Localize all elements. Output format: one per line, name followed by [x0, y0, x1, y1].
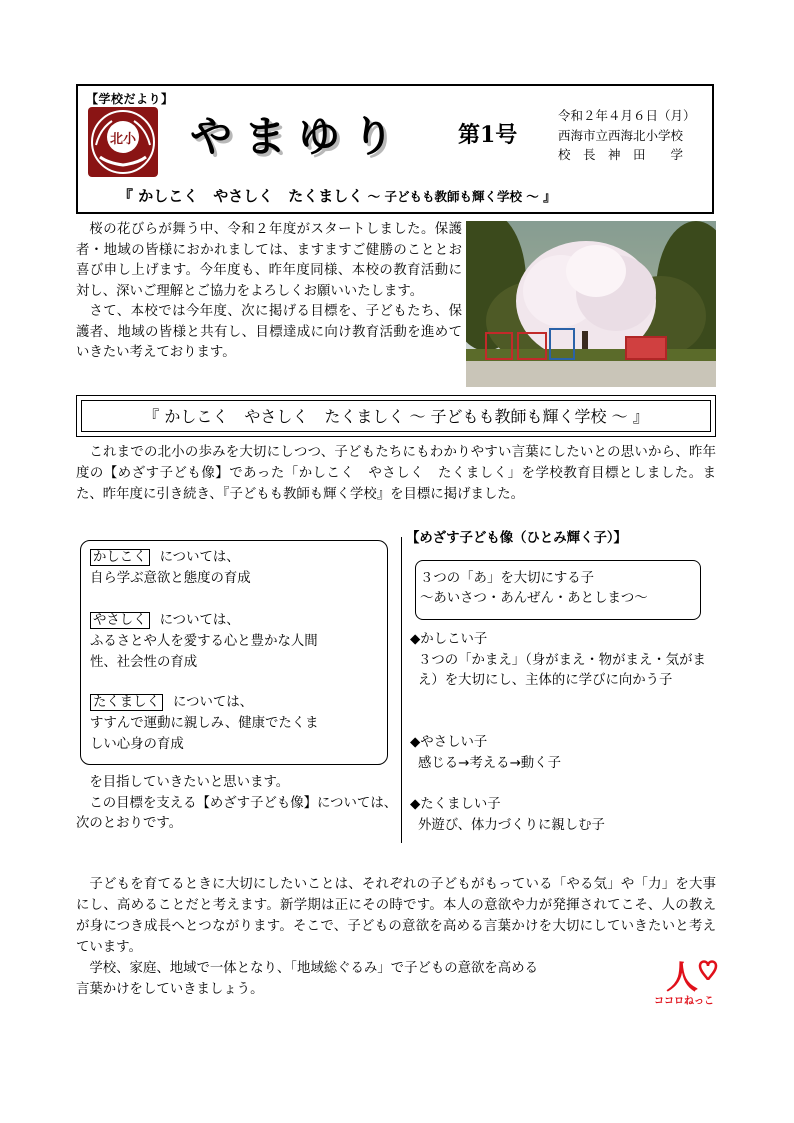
ideal-item-takumashii: [410, 795, 710, 836]
emblem-text: 北小: [109, 132, 137, 147]
ideal-item-desc: 感じる→考える→動く子: [418, 755, 561, 771]
body-text: [76, 442, 716, 505]
logo-main-text: 人: [666, 958, 699, 996]
header-motto-main: 『 かしこく やさしく たくましく: [118, 187, 364, 205]
cherry-blossom-photo: [466, 221, 716, 387]
kokoro-nekko-logo: [648, 956, 720, 1008]
ideal-item-desc: ３つの「かまえ」（身がまえ・物がまえ・気がまえ）を大切にし、主体的に学びに向かう子: [418, 652, 706, 688]
goal-key: かしこく: [90, 549, 150, 566]
after-goals-text: [76, 773, 398, 835]
issue-number: 第1号: [458, 122, 518, 148]
ideal-child-box-text: [420, 569, 648, 609]
goal-description: 自ら学ぶ意欲と態度の育成: [90, 571, 251, 586]
ideal-item-yasashii: [410, 733, 710, 774]
ideal-box-line-2: ～あいさつ・あんぜん・あとしまつ～: [420, 591, 648, 606]
ideal-item-title: ◆かしこい子: [410, 632, 488, 647]
ideal-box-line-1: ３つの「あ」を大切にする子: [420, 571, 595, 586]
goal-description: 性、社会性の育成: [90, 655, 198, 670]
ideal-item-desc: 外遊び、体力づくりに親しむ子: [418, 817, 605, 833]
goal-description: ふるさとや人を愛する心と豊かな人間: [90, 634, 318, 649]
intro-text: [76, 220, 462, 364]
header-motto: [118, 185, 556, 206]
after-goals-paragraph-1: を目指していきたいと思います。: [89, 775, 290, 790]
goal-kashikoku: [90, 547, 251, 589]
principal-name: 校 長 神 田 学: [558, 147, 684, 162]
goal-key: たくましく: [90, 694, 163, 711]
goal-yasashiku: [90, 610, 318, 673]
issue-date: 令和２年４月６日（月）: [558, 108, 696, 123]
ideal-item-title: ◆やさしい子: [410, 735, 488, 750]
ideal-item-title: ◆たくましい子: [410, 797, 501, 812]
ideal-item-kashikoi: [410, 630, 710, 692]
intro-paragraph-1: 桜の花びらが舞う中、令和２年度がスタートしました。保護者・地域の皆様におかれましては、ますますご健勝のこととお喜び申し上げます。今年度も、昨年度同様、本校の教育活動に対し、深いご理解とご協力をよろしくお願いいたします。: [76, 222, 462, 299]
after-goals-paragraph-2: この目標を支える【めざす子ども像】については、次のとおりです。: [76, 795, 398, 831]
closing-paragraph-1: 子どもを育てるときに大切にしたいことは、それぞれの子どもがもっている「やる気」や「力」を大事にし、高めることだと考えます。新学期は正にその時です。本人の意欲や力が発揮されてこそ、人の教えが身につき成長へとつながります。そこで、子どもの意欲を高める言葉かけを大切にしていきたいと考えています。: [76, 877, 716, 955]
column-divider: [401, 537, 402, 843]
goal-suffix: については、: [159, 613, 240, 628]
closing-paragraph-2b: 言葉かけをしていきましょう。: [76, 982, 264, 997]
school-emblem: [88, 107, 158, 177]
newsletter-title: やまゆり: [190, 112, 407, 161]
body-paragraph: これまでの北小の歩みを大切にしつつ、子どもたちにもわかりやすい言葉にしたいとの思いから、昨年度の【めざす子ども像】であった「かしこく やさしく たくましく」を学校教育目標としました。また、昨年度に引き続き、『子どもも教師も輝く学校』を目標に掲げました。: [76, 445, 716, 502]
goal-takumashiku: [90, 692, 319, 755]
header-motto-sub: ～ 子どもも教師も輝く学校 ～ 』: [363, 189, 556, 204]
school-motto: 『 かしこく やさしく たくましく ～ 子どもも教師も輝く学校 ～ 』: [143, 407, 649, 426]
goal-description: すすんで運動に親しみ、健康でたくま: [90, 716, 319, 731]
ideal-child-heading: 【めざす子ども像（ひとみ輝く子）】: [406, 531, 627, 546]
goal-key: やさしく: [90, 612, 150, 629]
series-label: 【学校だより】: [86, 92, 174, 106]
intro-paragraph-2: さて、本校では今年度、次に掲げる目標を、子どもたち、保護者、地域の皆様と共有し、目標達成に向け教育活動を進めていきたい考えております。: [76, 304, 462, 360]
date-block: [558, 106, 696, 165]
goal-suffix: については、: [172, 695, 254, 710]
logo-sub-text: ココロねっこ: [654, 996, 714, 1007]
closing-text: [76, 874, 716, 1000]
goal-suffix: については、: [159, 550, 240, 565]
closing-paragraph-2a: 学校、家庭、地域で一体となり、「地域総ぐるみ」で子どもの意欲を高める: [89, 961, 538, 976]
school-name: 西海市立西海北小学校: [558, 127, 684, 143]
goal-description: しい心身の育成: [90, 737, 184, 752]
